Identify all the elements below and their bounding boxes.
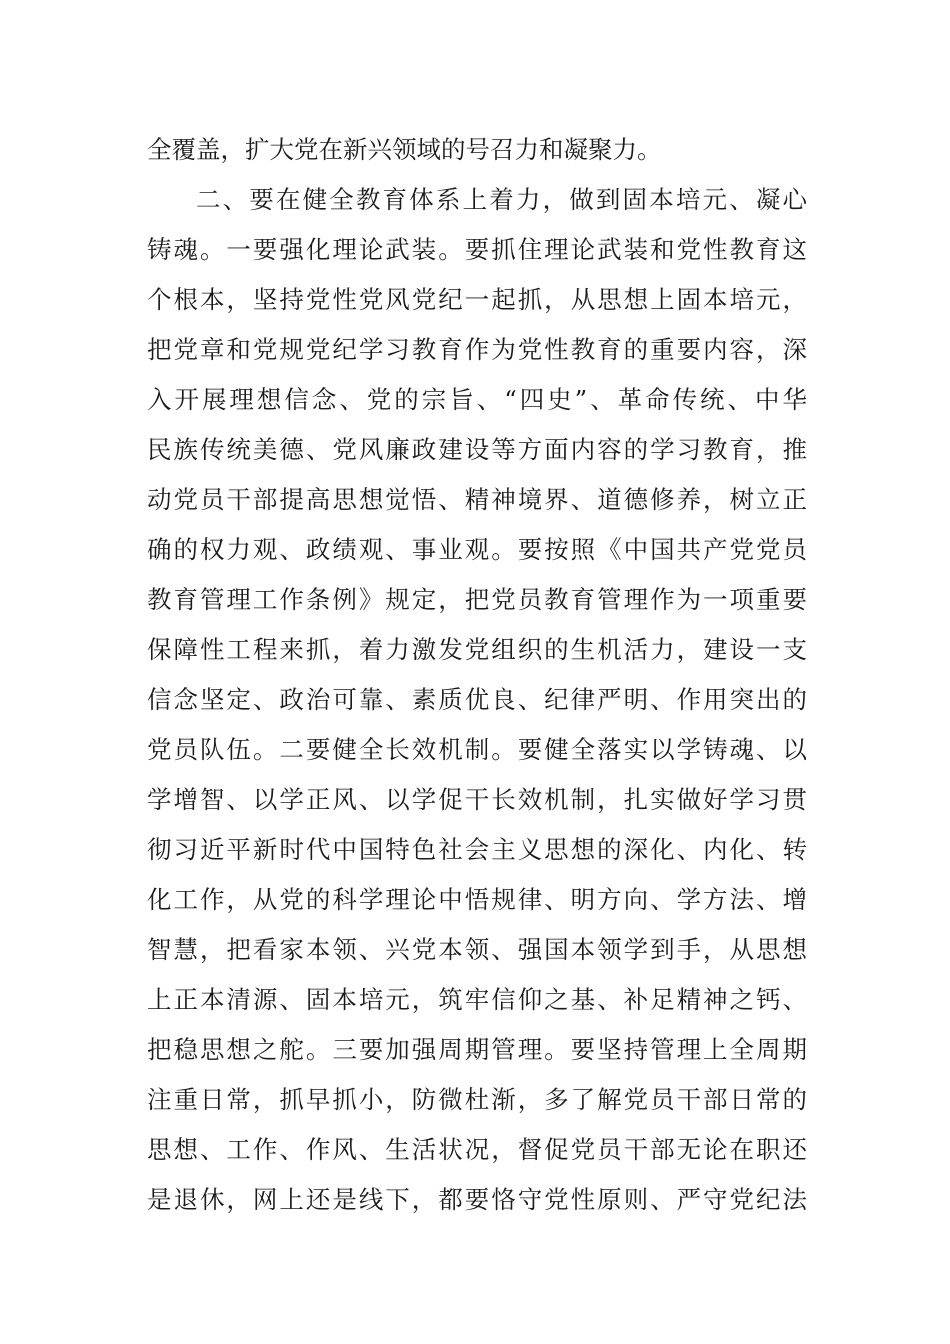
paragraph-line: 是退休，网上还是线下，都要恪守党性原则、严守党纪法 (147, 1185, 807, 1214)
paragraph-line: 化工作，从党的科学理论中悟规律、明方向、学方法、增 (147, 885, 807, 914)
paragraph-line: 动党员干部提高思想觉悟、精神境界、道德修养，树立正 (147, 485, 807, 514)
paragraph-line: 思想、工作、作风、生活状况，督促党员干部无论在职还 (147, 1135, 807, 1164)
paragraph-line: 民族传统美德、党风廉政建设等方面内容的学习教育，推 (147, 435, 807, 464)
paragraph-line: 智慧，把看家本领、兴党本领、强国本领学到手，从思想 (147, 935, 807, 964)
paragraph-line: 确的权力观、政绩观、事业观。要按照《中国共产党党员 (147, 535, 807, 564)
paragraph-line: 上正本清源、固本培元，筑牢信仰之基、补足精神之钙、 (147, 985, 807, 1014)
paragraph-line: 学增智、以学正风、以学促干长效机制，扎实做好学习贯 (147, 785, 807, 814)
paragraph-line: 彻习近平新时代中国特色社会主义思想的深化、内化、转 (147, 835, 807, 864)
paragraph-line: 注重日常，抓早抓小，防微杜渐，多了解党员干部日常的 (147, 1085, 807, 1114)
paragraph-line: 全覆盖，扩大党在新兴领域的号召力和凝聚力。 (147, 135, 662, 164)
paragraph-line: 教育管理工作条例》规定，把党员教育管理作为一项重要 (147, 585, 807, 614)
paragraph-line: 铸魂。一要强化理论武装。要抓住理论武装和党性教育这 (147, 235, 807, 264)
paragraph-line: 保障性工程来抓，着力激发党组织的生机活力，建设一支 (147, 635, 807, 664)
paragraph-line: 个根本，坚持党性党风党纪一起抓，从思想上固本培元， (147, 285, 807, 314)
paragraph-line: 信念坚定、政治可靠、素质优良、纪律严明、作用突出的 (147, 685, 807, 714)
paragraph-line: 党员队伍。二要健全长效机制。要健全落实以学铸魂、以 (147, 735, 807, 764)
paragraph-line: 把稳思想之舵。三要加强周期管理。要坚持管理上全周期 (147, 1035, 807, 1064)
paragraph-line: 把党章和党规党纪学习教育作为党性教育的重要内容，深 (147, 335, 807, 364)
paragraph-line: 二、要在健全教育体系上着力，做到固本培元、凝心 (196, 185, 807, 214)
paragraph-line: 入开展理想信念、党的宗旨、“四史”、革命传统、中华 (147, 385, 807, 414)
